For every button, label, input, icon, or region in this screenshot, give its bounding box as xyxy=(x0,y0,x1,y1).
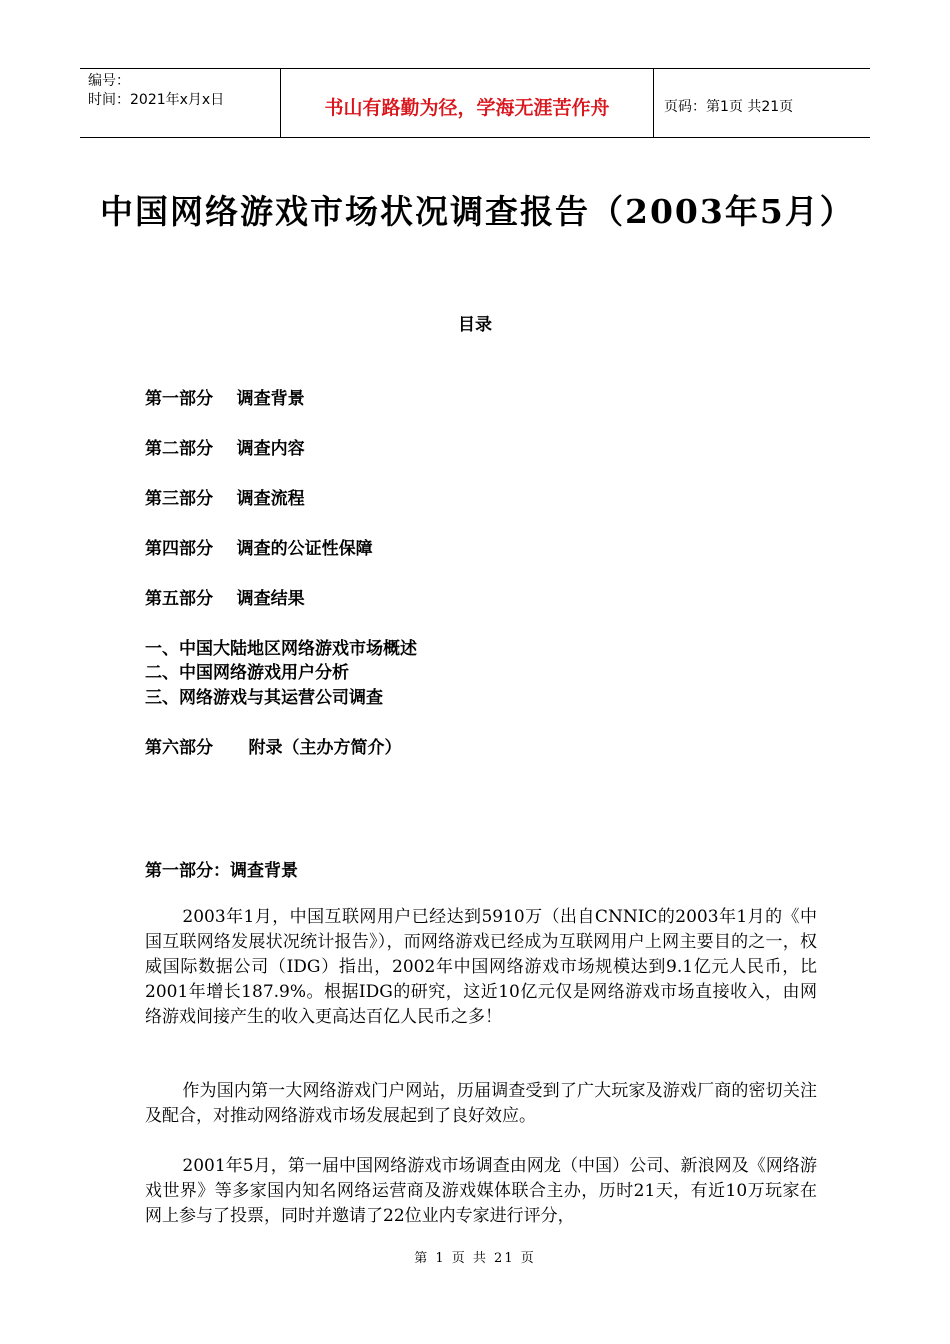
section-heading: 第一部分：调查背景 xyxy=(145,861,298,881)
toc-item: 三、网络游戏与其运营公司调查 xyxy=(145,688,383,708)
toc-item: 一、中国大陆地区网络游戏市场概述 xyxy=(145,639,417,659)
body-paragraph: 作为国内第一大网络游戏门户网站，历届调查受到了广大玩家及游戏厂商的密切关注及配合，对推动网络游戏市场发展起到了良好效应。 xyxy=(145,1081,817,1126)
page-header xyxy=(80,68,870,138)
body-paragraph: 2001年5月，第一届中国网络游戏市场调查由网龙（中国）公司、新浪网及《网络游戏世界》等多家国内知名网络运营商及游戏媒体联合主办，历时21天，有近10万玩家在网上参与了投票，同时并邀请了22位业内专家进行评分， xyxy=(145,1156,817,1226)
toc-item: 第六部分 附录（主办方简介） xyxy=(145,738,402,758)
document-time-label: 时间：2021年x月x日 xyxy=(88,92,225,108)
toc-item: 第二部分 调查内容 xyxy=(145,439,305,459)
header-meta xyxy=(80,69,281,137)
document-title: 中国网络游戏市场状况调查报告（2003年5月） xyxy=(100,192,855,231)
toc-item: 第四部分 调查的公证性保障 xyxy=(145,539,373,559)
document-number-label: 编号： xyxy=(88,73,130,89)
toc-heading: 目录 xyxy=(458,315,492,335)
page-footer: 第 1 页 共 21 页 xyxy=(414,1251,536,1266)
header-page-info: 页码：第1页 共21页 xyxy=(664,99,794,115)
body-paragraph: 2003年1月，中国互联网用户已经达到5910万（出自CNNIC的2003年1月的《中国互联网络发展状况统计报告》），而网络游戏已经成为互联网用户上网主要目的之一，权威国际数据公司（IDG）指出，2002年中国网络游戏市场规模达到9.1亿元人民币，比2001年增长187.9%。根据IDG的研究，这近10亿元仅是网络游戏市场直接收入，由网络游戏间接产生的收入更高达百亿人民币之多！ xyxy=(145,907,817,1027)
toc-item: 第五部分 调查结果 xyxy=(145,589,305,609)
toc-item: 二、中国网络游戏用户分析 xyxy=(145,663,349,683)
toc-item: 第三部分 调查流程 xyxy=(145,489,305,509)
header-motto: 书山有路勤为径，学海无涯苦作舟 xyxy=(281,69,654,137)
toc-item: 第一部分 调查背景 xyxy=(145,389,305,409)
